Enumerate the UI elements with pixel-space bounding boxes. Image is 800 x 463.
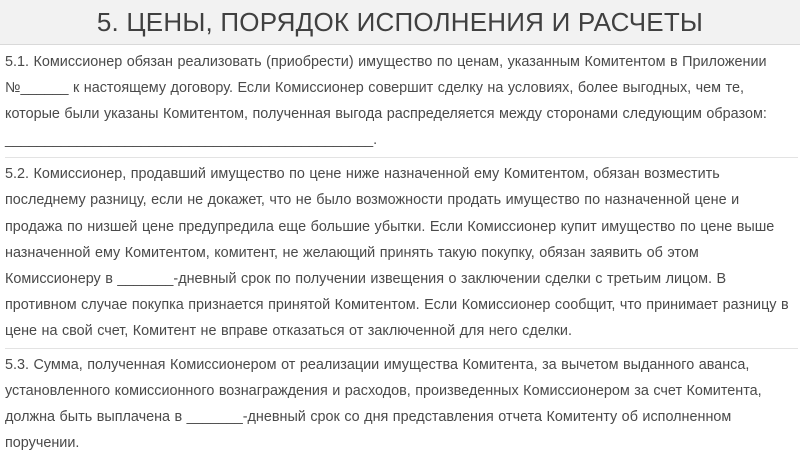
slide-body xyxy=(5,49,798,463)
slide-title: 5. ЦЕНЫ, ПОРЯДОК ИСПОЛНЕНИЯ И РАСЧЕТЫ xyxy=(96,7,704,37)
paragraph-5-3: 5.3. Сумма, полученная Комиссионером от реализации имущества Комитента, за вычетом выданного аванса, установленного комиссионного вознаграждения и расходов, произведенных Комиссионером за счет Комитента, должна быть выплачена в _______-дневный срок со дня представления отчета Комитенту об исполненном поручении. xyxy=(5,357,762,452)
paragraph-5-2: 5.2. Комиссионер, продавший имущество по цене ниже назначенной ему Комитентом, обязан возместить последнему разницу, если не докажет, что не было возможности продать имущество по назначенной цене и продажа по низшей цене предупредила еще большие убытки. Если Комиссионер купит имущество по цене выше назначенной ему Комитентом, комитент, не желающий принять такую покупку, обязан заявить об этом Комиссионеру в _______-дневный срок по получении извещения о заключении сделки с третьим лицом. В противном случае покупка признается принятой Комитентом. Если Комиссионер сообщит, что принимает разницу в цене на свой счет, Комитент не вправе отказаться от заключенной для него сделки. xyxy=(5,161,798,349)
slide-header xyxy=(0,0,800,45)
paragraph-5-1: 5.1. Комиссионер обязан реализовать (приобрести) имущество по ценам, указанным Комитентом в Приложении №______ к настоящему договору. Если Комиссионер совершит сделку на условиях, более выгодных, чем те, которые были указаны Комитентом, полученная выгода распределяется между сторонами следующим образом: ______________________________________________. xyxy=(5,49,798,158)
